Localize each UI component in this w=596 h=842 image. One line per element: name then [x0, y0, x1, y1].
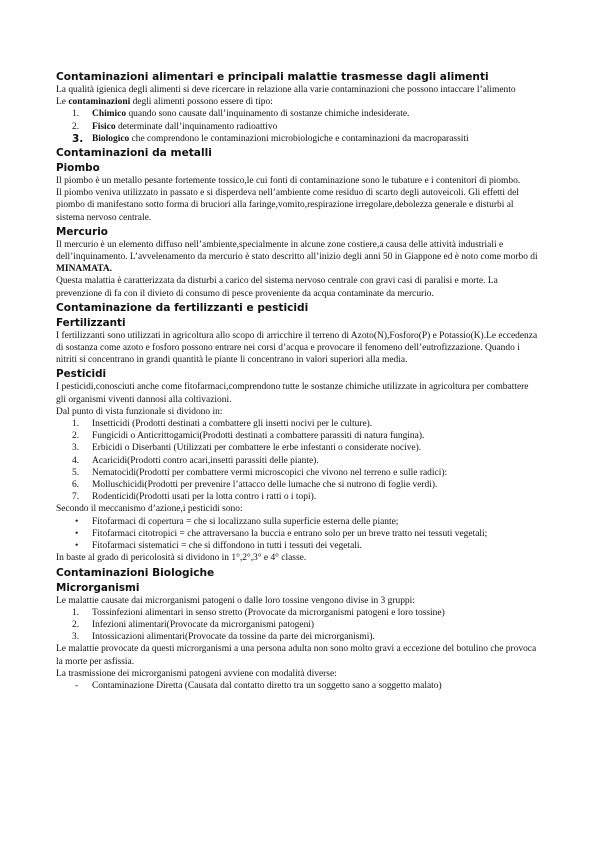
mercury-paragraph: Questa malattia è caratterizzata da disturbi a carico del sistema nervoso centrale con gravi casi di paralisi e morte. La prevenzione di fa con il divieto di consumo di pesce proveniente da acqua contaminate da mercurio. [56, 276, 498, 299]
list-text: Fitofarmaci citotropici = che attraversano la buccia e entrano solo per un breve tratto nei tessuti vegetali; [92, 528, 488, 539]
list-item [56, 121, 540, 133]
list-item [56, 631, 540, 643]
document-page [56, 70, 540, 692]
list-number: 3. [72, 443, 80, 454]
action-mechanism-list [56, 516, 540, 553]
intro-text: degli alimenti possono essere di tipo: [130, 97, 273, 108]
list-text: Fungicidi o Anticrittogamici(Prodotti destinati a combattere parassiti di natura fungina). [92, 431, 425, 442]
minamata-term: MINAMATA. [56, 264, 113, 275]
list-item [56, 479, 540, 491]
bullet-icon: • [75, 541, 79, 552]
list-text: Fitofarmaci di copertura = che si localizzano sulla superficie esterna delle piante; [92, 516, 399, 527]
list-bold-term: Fisico [92, 121, 116, 132]
pesticides-paragraph: Dal punto di vista funzionale si dividono in: [56, 406, 223, 417]
intro-bold-term: contaminazioni [68, 97, 131, 108]
mercury-paragraph [56, 239, 540, 276]
list-text: Contaminazione Diretta (Causata dal contatto diretto tra un soggetto sano a soggetto malato) [92, 680, 442, 691]
list-item [56, 442, 540, 454]
list-item [56, 418, 540, 430]
intro-types-paragraph [56, 96, 540, 108]
list-text: Rodenticidi(Prodotti usati per la lotta contro i ratti o i topi). [92, 492, 317, 503]
list-text: Infezioni alimentari(Provocate da microrganismi patogeni) [92, 619, 315, 630]
list-text: determinate dall’inquinamento radioattivo [115, 121, 278, 132]
list-number: 3. [72, 132, 84, 145]
contamination-types-list [56, 108, 540, 145]
bullet-icon: • [75, 528, 79, 539]
intro-paragraph: La qualità igienica degli alimenti si deve ricercare in relazione alla varie contaminazioni che possono intaccare l’alimento [56, 85, 516, 95]
microorganisms-paragraph: La trasmissione dei microrganismi patogeni avviene con modalità diverse: [56, 668, 337, 679]
microorganisms-paragraph: Le malattie provocate da questi microrganismi a una persona adulta non sono molto gravi a eccezione del botulino che provoca la morte per asfissia. [56, 644, 537, 667]
subsection-heading-mercury: Mercurio [56, 225, 108, 238]
list-number: 6. [72, 480, 80, 491]
list-item [56, 528, 540, 540]
list-text: Molluschicidi(Prodotti per prevenire l’attacco delle lumache che si nutrono di foglie verdi). [92, 480, 438, 491]
list-item [56, 607, 540, 619]
subsection-heading-lead: Piombo [56, 162, 100, 175]
list-number: 4. [72, 455, 80, 466]
list-text: Nematocidi(Prodotti per combattere vermi microscopici che vivono nel terreno e sulle radici): [92, 467, 448, 478]
list-number: 2. [72, 121, 80, 132]
intro-text: Le [56, 97, 69, 108]
list-item [56, 619, 540, 631]
list-bold-term: Biologico [92, 133, 130, 144]
section-heading-fertilizers-pesticides: Contaminazione da fertilizzanti e pesticidi [56, 301, 309, 314]
dash-marker: - [75, 680, 79, 691]
subsection-heading-microorganisms: Microrganismi [56, 581, 140, 594]
list-bold-term: Chimico [92, 109, 127, 120]
list-text: Insetticidi (Prodotti destinati a combattere gli insetti nocivi per le culture). [92, 419, 373, 430]
list-text: Tossinfezioni alimentari in senso stretto (Provocate da microrganismi patogeni e loro tossine) [92, 607, 445, 618]
list-item [56, 680, 540, 692]
list-item [56, 108, 540, 120]
list-number: 2. [72, 431, 80, 442]
subsection-heading-fertilizers: Fertilizzanti [56, 316, 126, 329]
disease-groups-list [56, 607, 540, 644]
list-text: Erbicidi o Diserbanti (Utilizzati per combattere le erbe infestanti o considerate nocive). [92, 443, 422, 454]
list-text: quando sono causate dall’inquinamento di sostanze chimiche indesiderate. [126, 109, 410, 120]
list-item [56, 430, 540, 442]
list-number: 2. [72, 619, 80, 630]
subsection-heading-pesticides: Pesticidi [56, 368, 107, 381]
pesticides-paragraph: In baste al grado di pericolosità si dividono in 1°,2°,3° e 4° classe. [56, 553, 307, 564]
lead-paragraph: Il piombo veniva utilizzato in passato e si disperdeva nell’ambiente come residuo di scarto degli autoveicoli. Gli effetti del piombo di manifestano sotto forma di bruciori alla faringe,vomito,respirazione irregolare,debolezza generale e disturbi al sistema nervoso centrale. [56, 188, 519, 223]
list-item [56, 467, 540, 479]
list-text: Fitofarmaci sistematici = che si diffondono in tutti i tessuti dei vegetali. [92, 541, 362, 552]
list-number: 7. [72, 492, 80, 503]
pesticides-paragraph: I pesticidi,conosciuti anche come fitofarmaci,comprendono tutte le sostanze chimiche utilizzate in agricoltura per combattere gli organismi viventi dannosi alla coltivazioni. [56, 382, 529, 405]
list-text: che comprendono le contaminazioni microbiologiche e contaminazioni da macroparassiti [129, 133, 469, 144]
list-number: 5. [72, 467, 80, 478]
pesticides-paragraph: Secondo il meccanismo d’azione,i pesticidi sono: [56, 504, 243, 515]
list-item [56, 455, 540, 467]
list-number: 1. [72, 109, 80, 120]
section-heading-biological: Contaminazioni Biologiche [56, 566, 215, 579]
list-item [56, 516, 540, 528]
document-title: Contaminazioni alimentari e principali malattie trasmesse dagli alimenti [56, 71, 489, 83]
list-item [56, 133, 540, 145]
microorganisms-paragraph: Le malattie causate dai microrganismi patogeni o dalle loro tossine vengono divise in 3 gruppi: [56, 595, 415, 606]
list-number: 1. [72, 607, 80, 618]
transmission-list [56, 680, 540, 692]
list-item [56, 491, 540, 503]
list-number: 1. [72, 419, 80, 430]
list-item [56, 540, 540, 552]
mercury-text: Il mercurio è un elemento diffuso nell’ambiente,specialmente in alcune zone costiere,a causa delle attività industriali e dell’inquinamento. L’avvelenamento da mercurio è stato descritto all’inizio degli anni 50 in Giappone ed è noto come morbo di [56, 239, 538, 263]
section-heading-metals: Contaminazioni da metalli [56, 147, 212, 160]
fertilizers-paragraph: I fertilizzanti sono utilizzati in agricoltura allo scopo di arricchire il terreno di Azoto(N),Fosforo(P) e Potassio(K).Le eccedenza di sostanza come azoto e fosforo possono entrare nei corsi d’acqua e provocare il fenomeno dell’eutrofizzazione. Quando i nitriti si concentrano in grandi quantità le piante li concentrano in valori superiori alla media. [56, 330, 538, 366]
lead-paragraph: Il piombo è un metallo pesante fortemente tossico,le cui fonti di contaminazione sono le tubature e i contenitori di piombo. [56, 176, 521, 187]
list-text: Intossicazioni alimentari(Provocate da tossine da parte dei microrganismi). [92, 632, 375, 643]
list-number: 3. [72, 632, 80, 643]
pesticide-types-list [56, 418, 540, 503]
list-text: Acaricidi(Prodotti contro acari,insetti parassiti delle piante). [92, 455, 319, 466]
bullet-icon: • [75, 516, 79, 527]
